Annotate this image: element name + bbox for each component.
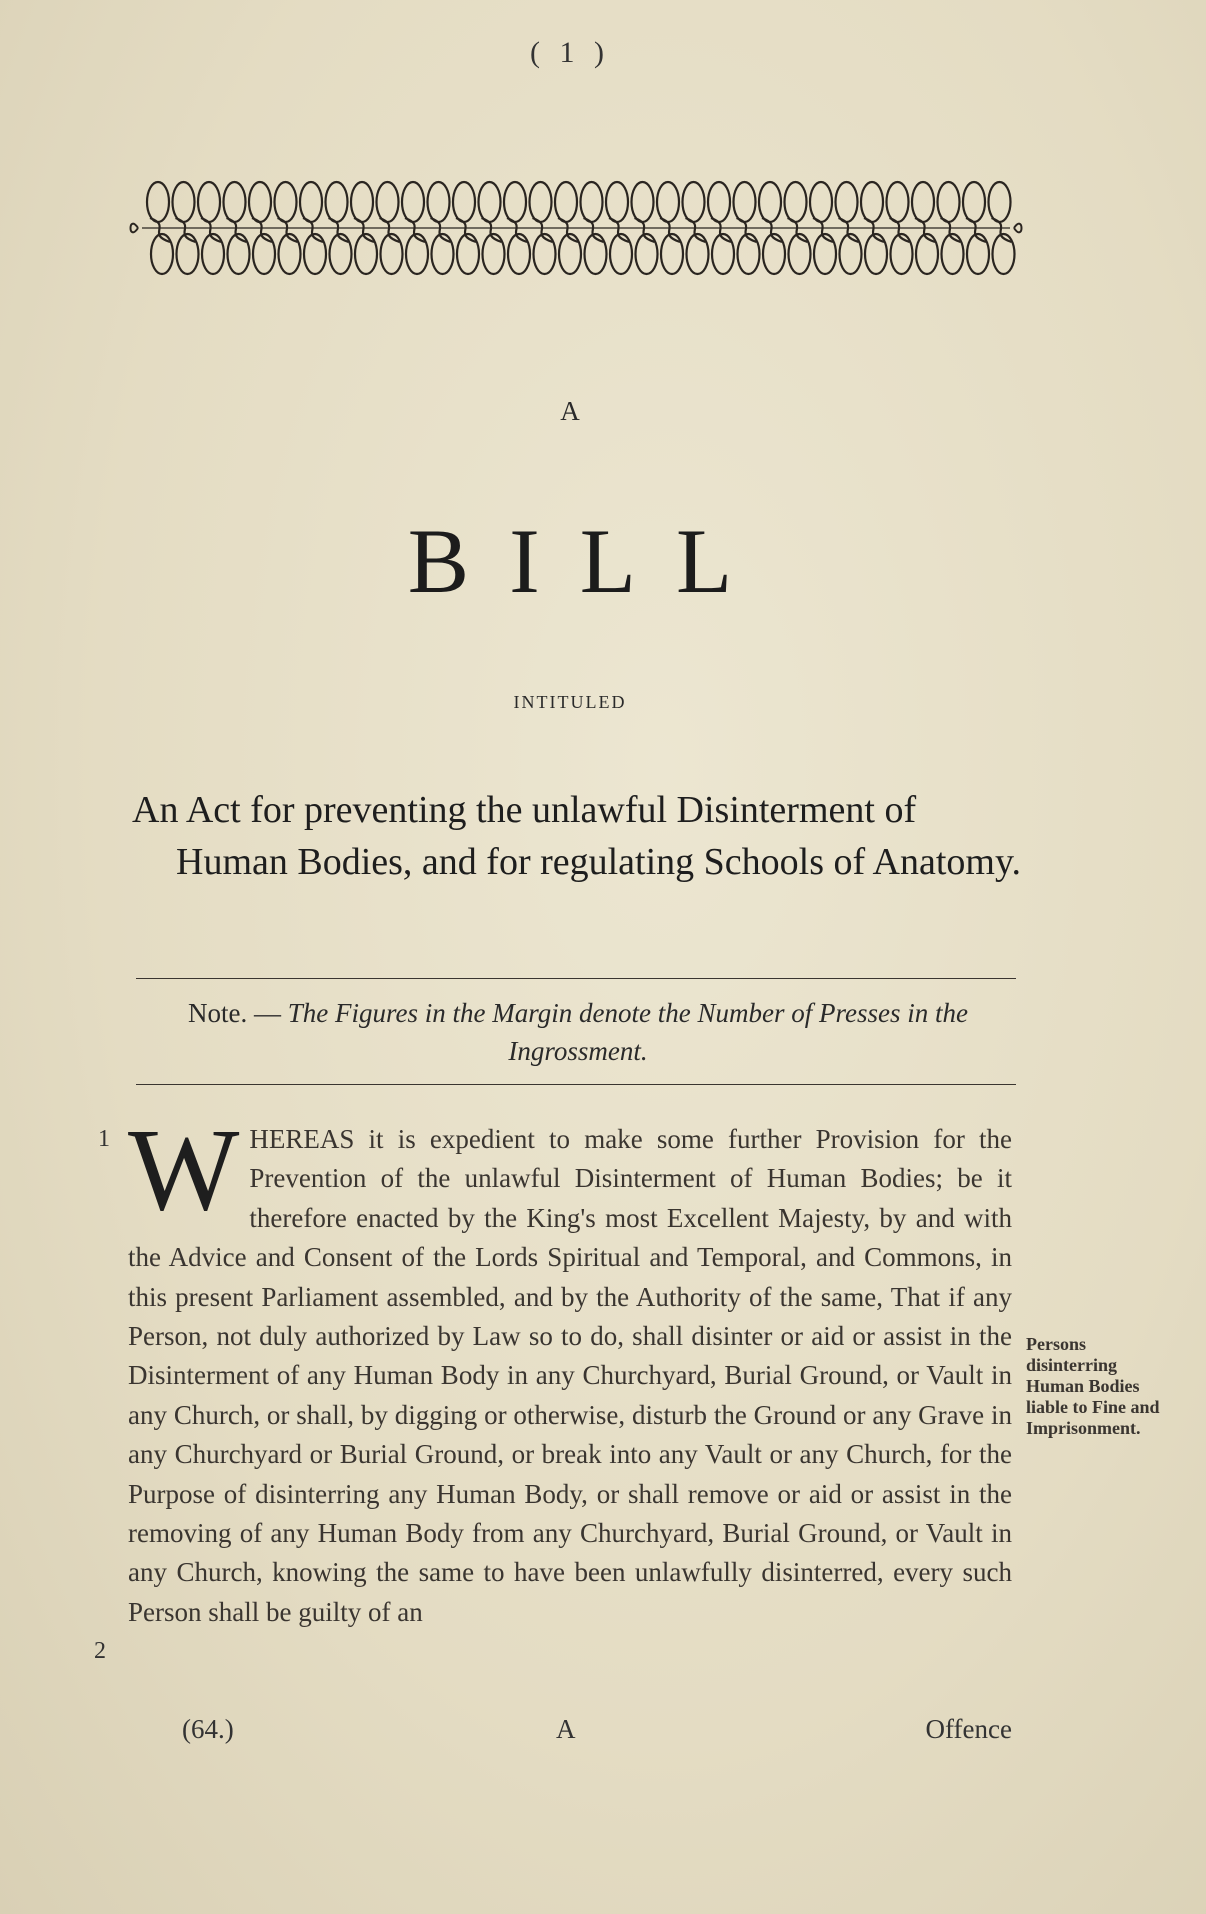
signature-number: (64.): [182, 1714, 234, 1744]
press-number-2: 2: [94, 1638, 106, 1664]
margin-note: Persons disinterring Human Bodies liable to Fine and Imprisonment.: [1026, 1334, 1160, 1438]
drop-cap: W: [128, 1104, 240, 1235]
bill-body-text: [128, 1104, 1012, 1632]
article-a: A: [560, 396, 580, 426]
catchword: Offence: [925, 1714, 1012, 1744]
press-number-1: 1: [98, 1126, 110, 1152]
presses-note: [128, 994, 1028, 1070]
note-text: The Figures in the Margin denote the Number of Presses in the Ingrossment.: [287, 998, 968, 1066]
note-label: Note. —: [188, 998, 282, 1028]
rule-below-note: [136, 1084, 1016, 1085]
decorative-scroll-ornament: [128, 168, 1024, 288]
act-title-rest: of Human Bodies, and for regulating Schools of Anatomy.: [176, 789, 1022, 883]
act-title-first-line: An Act for preventing the unlawful Disinterment: [132, 789, 875, 831]
bill-body-paragraph: HEREAS it is expedient to make some further Provision for the Prevention of the unlawful Disinterment of Human Bodies; be it therefore enacted by the King's most Excellent Majesty, by and with the Advice and Consent of the Lords Spiritual and Temporal, and Commons, in this present Parliament assembled, and by the Authority of the same, That if any Person, not duly authorized by Law so to do, shall disinter or aid or assist in the Disinterment of any Human Body in any Churchyard, Burial Ground, or Vault in any Church, or shall, by digging or otherwise, disturb the Ground or any Grave in any Churchyard or Burial Ground, or break into any Vault or any Church, for the Purpose of disinterring any Human Body, or shall remove or aid or assist in the removing of any Human Body from any Churchyard, Burial Ground, or Vault in any Church, knowing the same to have been unlawfully disinterred, every such Person shall be guilty of an: [128, 1124, 1012, 1627]
signature-mark: A: [556, 1714, 576, 1744]
intituled-label: INTITULED: [513, 692, 627, 712]
bill-title: BILL: [407, 510, 773, 612]
rule-above-note: [136, 978, 1016, 979]
page-number: ( 1 ): [530, 36, 610, 69]
act-title: [132, 784, 1022, 888]
